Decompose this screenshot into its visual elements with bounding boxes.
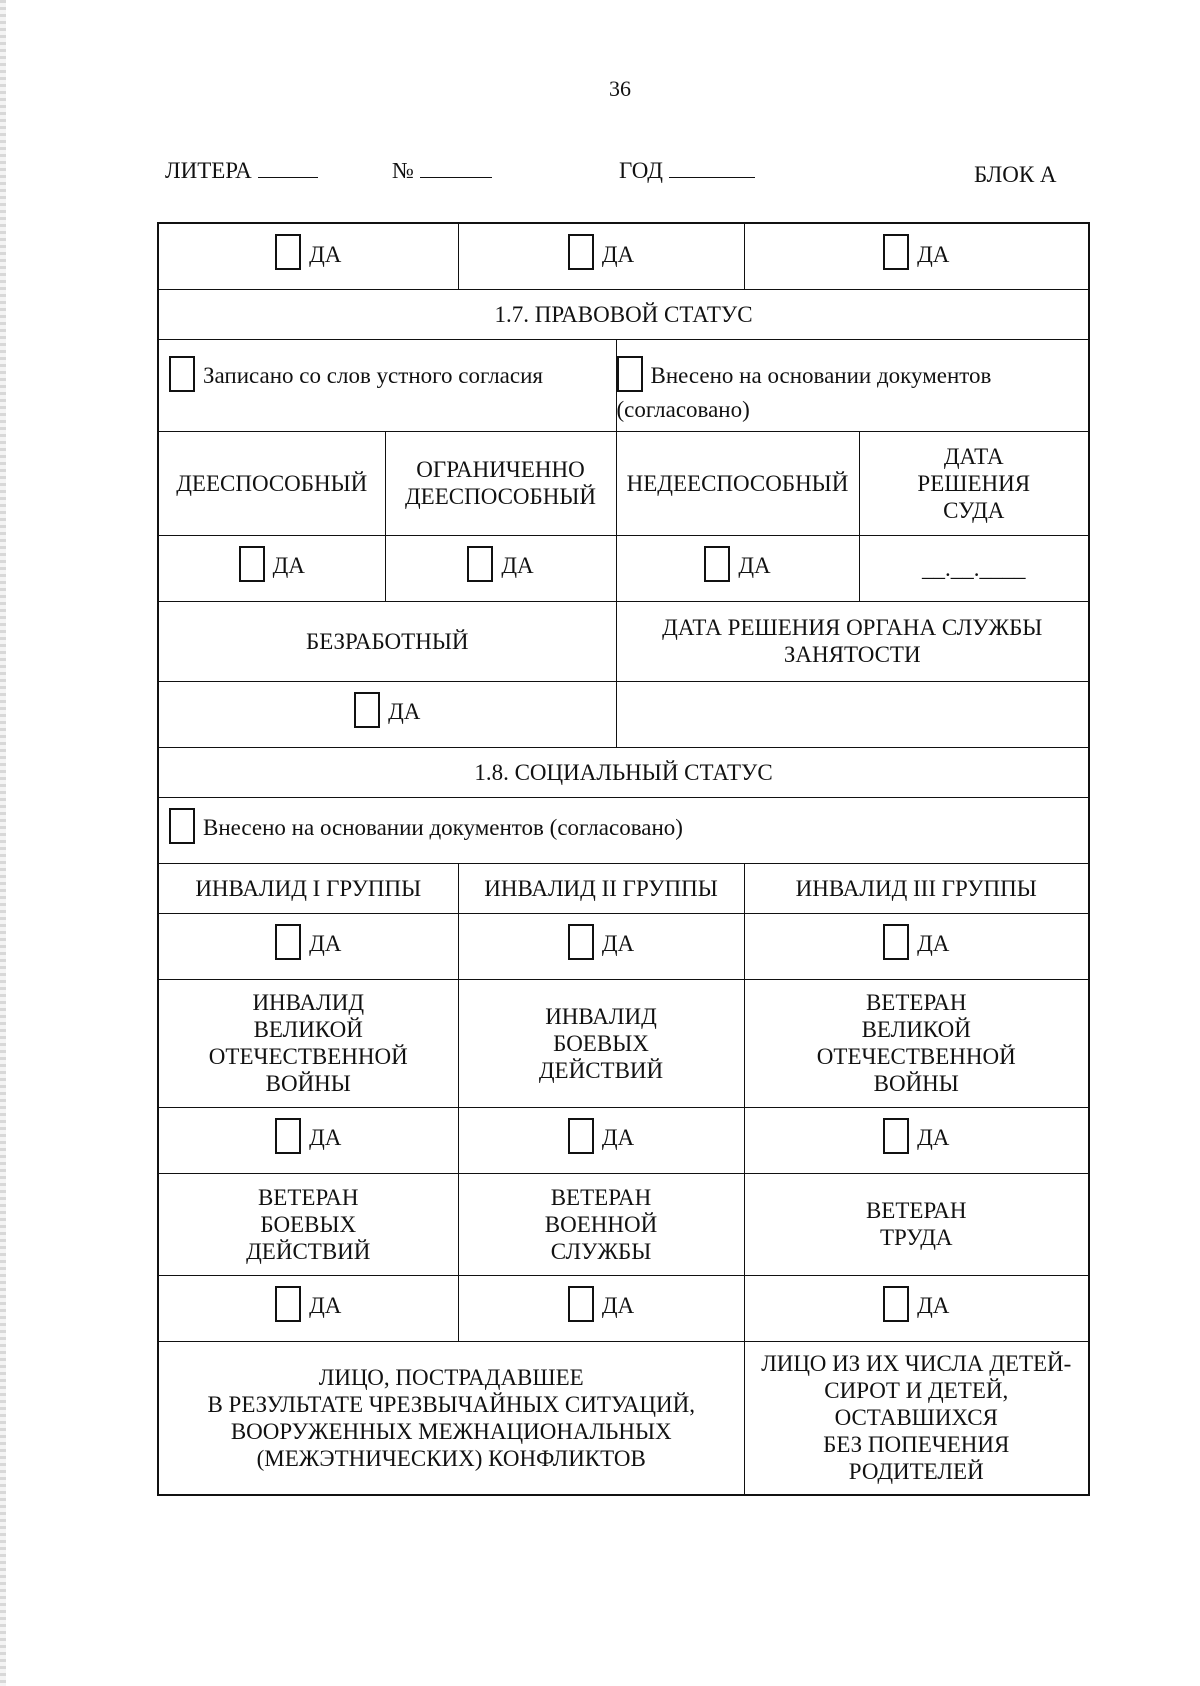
header-line: ДЕЙСТВИЙ [538,1057,664,1083]
military-veteran-header [458,1173,744,1275]
litera-input[interactable] [258,159,318,178]
block-label: БЛОК А [974,162,1057,187]
social-documents-label: Внесено на основании документов (согласовано) [203,815,683,841]
checkbox[interactable] [275,234,301,270]
oral-consent-cell [158,339,616,431]
unemployed-header-row [158,601,1089,681]
header-line: ТРУДА [879,1225,953,1250]
oral-consent-label: Записано со слов устного согласия [203,362,543,388]
yes-label: ДА [738,553,771,579]
yes-label: ДА [601,931,635,957]
court-date-input[interactable]: __.__.____ [922,555,1026,581]
documents-consent-label: Внесено на основании документов [650,362,992,388]
yes-label: ДА [917,931,950,957]
litera-label: ЛИТЕРА [165,158,252,183]
oral-consent-checkbox[interactable] [169,356,195,392]
military-veteran-cell [458,1275,744,1341]
unemployed-checkbox[interactable] [354,692,380,728]
combat-veteran-header [158,1173,458,1275]
combat-veteran-cell [158,1275,458,1341]
yes-label: ДА [309,241,342,267]
labor-veteran-cell [744,1275,1089,1341]
disabled-group-3: ИНВАЛИД III ГРУППЫ [744,863,1089,913]
emergency-victim-header [158,1341,744,1495]
wwii-disabled-cell [158,1107,458,1173]
continuation-cell-2 [458,223,744,289]
yes-label: ДА [309,931,342,957]
header-line: ВЕТЕРАН [257,1184,359,1210]
header-line: БОЕВЫХ [260,1211,357,1237]
yes-label: ДА [309,1293,342,1319]
employment-date-line: ДАТА РЕШЕНИЯ ОРГАНА СЛУЖБЫ [662,615,1043,640]
consent-row [158,339,1089,431]
limited-checkbox[interactable] [467,546,493,582]
header-line: СИРОТ И ДЕТЕЙ, [824,1378,1009,1404]
yes-label: ДА [601,1125,635,1151]
yes-label: ДА [917,241,950,267]
capable-cell [158,535,385,601]
scan-edge [0,0,6,1686]
continuation-cell-3 [744,223,1089,289]
employment-date-line: ЗАНЯТОСТИ [783,642,921,667]
header-line: ВОЙНЫ [265,1071,351,1096]
yes-label: ДА [501,553,534,579]
number-label: № [392,158,414,183]
disabled-group-1-checkbox[interactable] [275,924,301,960]
orphan-header [744,1341,1089,1495]
limited-header-line: ДЕЕСПОСОБНЫЙ [404,484,597,509]
limited-header [385,431,616,535]
header-line: ИНВАЛИД [252,990,365,1015]
yes-label: ДА [917,1293,950,1319]
header-line: ВОЙНЫ [873,1071,959,1096]
limited-header-line: ОГРАНИЧЕННО [416,457,585,482]
disability-check-row [158,913,1089,979]
number-field [392,158,492,184]
wwii-veteran-checkbox[interactable] [883,1118,909,1154]
capacity-check-row [158,535,1089,601]
form-table [157,222,1090,1496]
social-documents-cell [158,797,1089,863]
veteran-check-row [158,1275,1089,1341]
combat-veteran-checkbox[interactable] [275,1286,301,1322]
yes-label: ДА [601,1293,635,1319]
header-line: ВЕТЕРАН [550,1184,652,1210]
incapable-cell [616,535,859,601]
page-number: 36 [609,76,631,101]
header-line: ВЕЛИКОЙ [253,1017,363,1042]
legal-status-title: 1.7. ПРАВОВОЙ СТАТУС [158,289,1089,339]
header-line: РОДИТЕЛЕЙ [848,1459,984,1485]
disability-group-row [158,863,1089,913]
yes-label: ДА [388,699,421,725]
header-line: ВОЕННОЙ [544,1211,658,1237]
unemployed-cell [158,681,616,747]
court-date-line: СУДА [943,497,1005,523]
wwii-disabled-header [158,979,458,1107]
war-status-check-row [158,1107,1089,1173]
incapable-header: НЕДЕЕСПОСОБНЫЙ [616,431,859,535]
limited-cell [385,535,616,601]
year-input[interactable] [669,159,755,178]
wwii-veteran-header [744,979,1089,1107]
documents-consent-note: (согласовано) [616,396,750,422]
employment-date-header [616,601,1089,681]
disabled-group-2-checkbox[interactable] [568,924,594,960]
documents-consent-cell [616,339,1089,431]
incapable-checkbox[interactable] [704,546,730,582]
social-documents-row [158,797,1089,863]
header-line: ВООРУЖЕННЫХ МЕЖНАЦИОНАЛЬНЫХ [230,1418,672,1444]
capable-checkbox[interactable] [239,546,265,582]
combat-disabled-cell [458,1107,744,1173]
social-documents-checkbox[interactable] [169,808,195,844]
checkbox[interactable] [883,234,909,270]
court-date-line: РЕШЕНИЯ [917,470,1031,496]
yes-label: ДА [272,553,305,579]
documents-consent-checkbox[interactable] [617,356,643,392]
litera-field [165,158,318,184]
header-line: ВЕЛИКОЙ [861,1017,971,1042]
disabled-group-3-checkbox[interactable] [883,924,909,960]
header-line: ВЕТЕРАН [865,1198,967,1223]
wwii-veteran-cell [744,1107,1089,1173]
header-line: СЛУЖБЫ [550,1238,652,1264]
wwii-disabled-checkbox[interactable] [275,1118,301,1154]
unemployed-check-row [158,681,1089,747]
yes-label: ДА [917,1125,950,1151]
capable-header: ДЕЕСПОСОБНЫЙ [158,431,385,535]
header-line: ЛИЦО, ПОСТРАДАВШЕЕ [318,1364,584,1390]
military-veteran-checkbox[interactable] [568,1286,594,1322]
year-field [619,158,755,184]
disabled-group-2: ИНВАЛИД II ГРУППЫ [458,863,744,913]
header-line: БЕЗ ПОПЕЧЕНИЯ [823,1432,1010,1458]
yes-label: ДА [601,241,635,267]
court-date-cell [859,535,1089,601]
header-line: ОТЕЧЕСТВЕННОЙ [816,1044,1016,1069]
checkbox[interactable] [568,234,594,270]
disabled-group-1-cell [158,913,458,979]
header-line: ВЕТЕРАН [865,990,967,1015]
year-label: ГОД [619,158,663,183]
header-line: ИНВАЛИД [545,1003,657,1029]
combat-disabled-checkbox[interactable] [568,1118,594,1154]
disabled-group-3-cell [744,913,1089,979]
header-line: (МЕЖЭТНИЧЕСКИХ) КОНФЛИКТОВ [256,1445,646,1471]
header-line: В РЕЗУЛЬТАТЕ ЧРЕЗВЫЧАЙНЫХ СИТУАЦИЙ, [207,1391,696,1417]
labor-veteran-checkbox[interactable] [883,1286,909,1322]
header-line: ДЕЙСТВИЙ [246,1238,371,1264]
header-line: ЛИЦО ИЗ ИХ ЧИСЛА ДЕТЕЙ- [761,1351,1072,1377]
court-date-line: ДАТА [943,443,1004,469]
disabled-group-2-cell [458,913,744,979]
header-line: ОСТАВШИХСЯ [834,1405,998,1431]
veteran-row [158,1173,1089,1275]
social-status-title: 1.8. СОЦИАЛЬНЫЙ СТАТУС [158,747,1089,797]
labor-veteran-header [744,1173,1089,1275]
victim-orphan-row [158,1341,1089,1495]
disabled-group-1: ИНВАЛИД I ГРУППЫ [158,863,458,913]
employment-date-cell[interactable] [616,681,1089,747]
header-line: ОТЕЧЕСТВЕННОЙ [208,1044,408,1069]
header-line: БОЕВЫХ [553,1030,649,1056]
court-date-header [859,431,1089,535]
yes-label: ДА [309,1125,342,1151]
continuation-cell-1 [158,223,458,289]
unemployed-header: БЕЗРАБОТНЫЙ [158,601,616,681]
capacity-header-row [158,431,1089,535]
combat-disabled-header [458,979,744,1107]
continuation-row [158,223,1089,289]
war-status-row [158,979,1089,1107]
number-input[interactable] [420,159,492,178]
